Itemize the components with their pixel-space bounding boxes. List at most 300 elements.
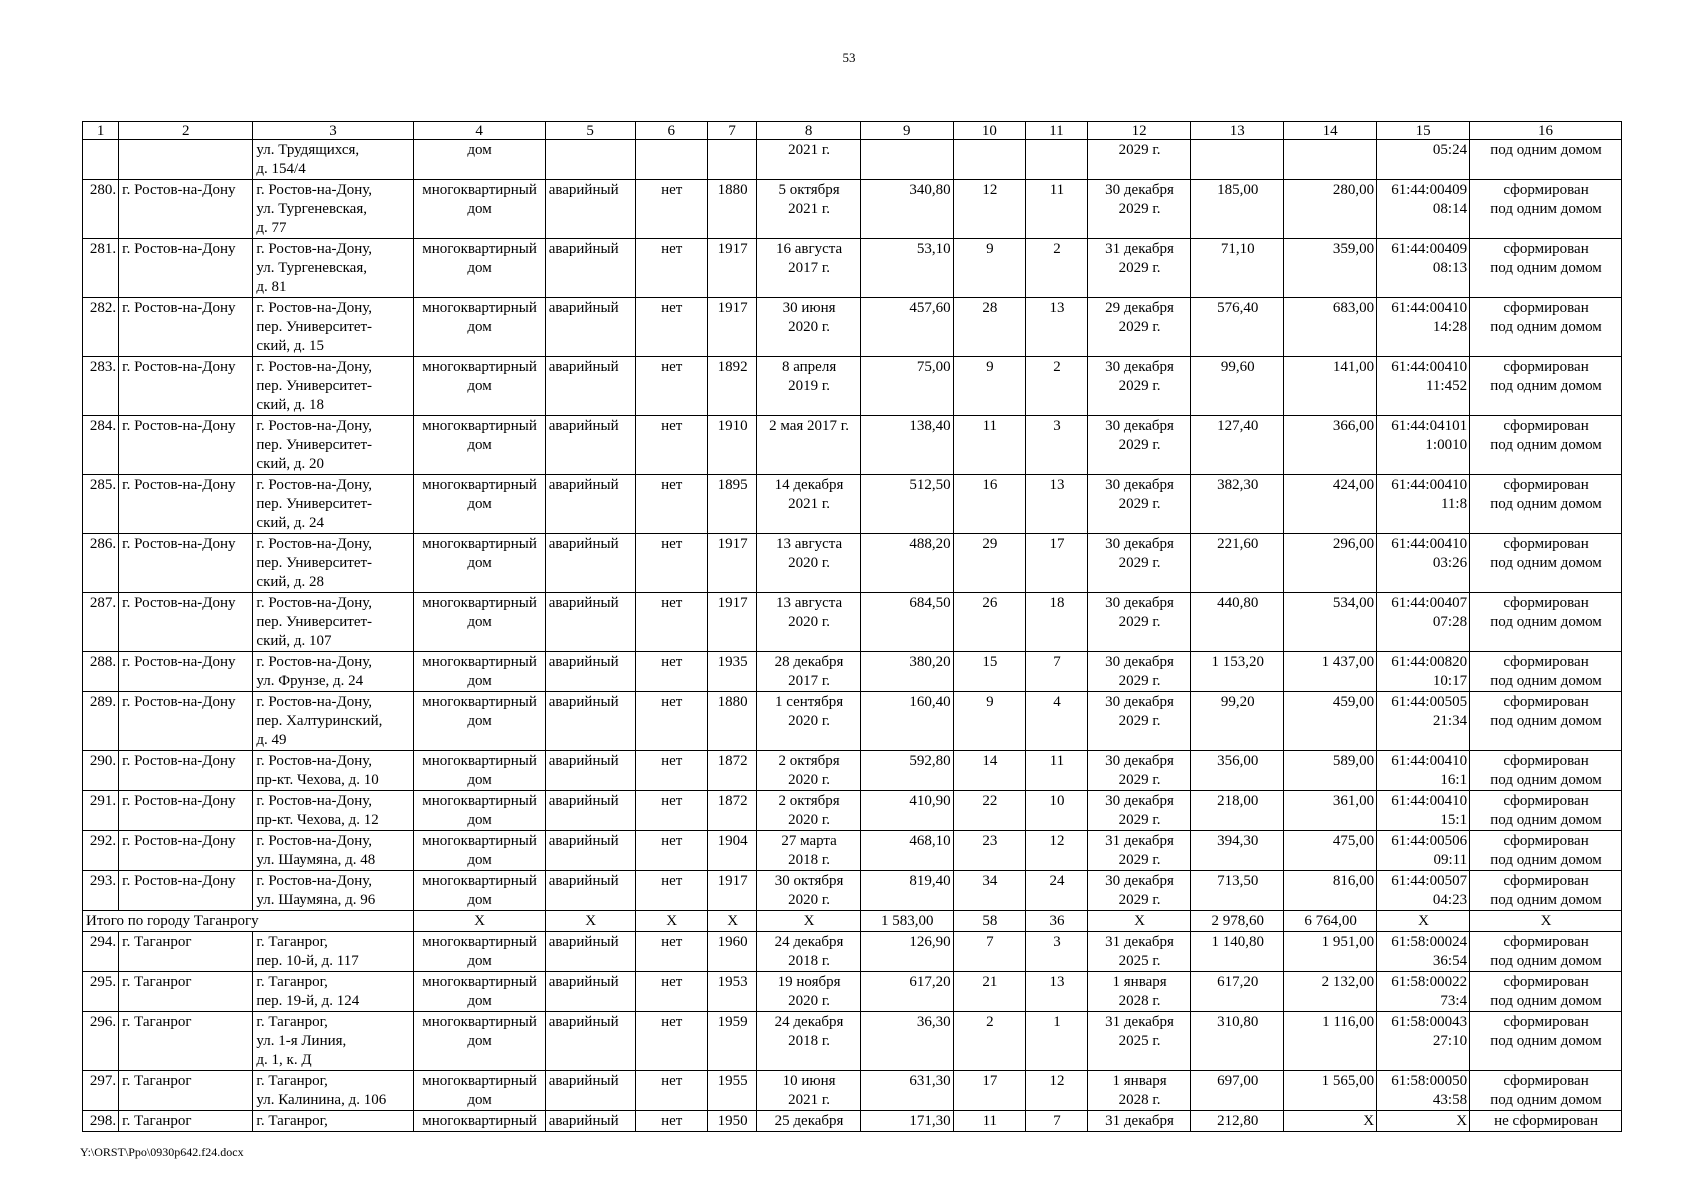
deadline-cell: 31 декабря 2025 г. — [1087, 1012, 1190, 1071]
col6-cell: нет — [635, 831, 707, 871]
col14-cell: 424,00 — [1284, 475, 1377, 534]
settlement-cell: г. Ростов-на-Дону — [119, 239, 253, 298]
date-cell: 2021 г. — [757, 140, 860, 180]
settlement-cell: г. Таганрог — [119, 1111, 253, 1132]
date-cell: 10 июня 2021 г. — [757, 1071, 860, 1111]
date-cell: 25 декабря — [757, 1111, 860, 1132]
formation-status-cell: сформирован под одним домом — [1470, 357, 1622, 416]
column-number-header: 12 — [1087, 122, 1190, 140]
column-number-header: 16 — [1470, 122, 1622, 140]
cadastral-number-cell: 61:44:00410 11:452 — [1377, 357, 1470, 416]
col6-cell: нет — [635, 475, 707, 534]
year-cell: 1880 — [707, 180, 757, 239]
date-cell: 13 августа 2020 г. — [757, 534, 860, 593]
date-cell: 24 декабря 2018 г. — [757, 1012, 860, 1071]
table-row — [83, 932, 1622, 972]
col13-cell: 99,20 — [1191, 692, 1284, 751]
column-number-header: 2 — [119, 122, 253, 140]
table-row — [83, 972, 1622, 1012]
col11-cell: 4 — [1025, 692, 1087, 751]
address-cell: г. Таганрог, — [253, 1111, 413, 1132]
col6-cell: нет — [635, 972, 707, 1012]
col13-cell: 356,00 — [1191, 751, 1284, 791]
status-cell: аварийный — [545, 180, 635, 239]
col10-cell: 11 — [953, 416, 1025, 475]
col11-cell: 18 — [1025, 593, 1087, 652]
status-cell: аварийный — [545, 475, 635, 534]
col10-cell: 9 — [953, 692, 1025, 751]
table-row — [83, 1071, 1622, 1111]
column-number-header: 6 — [635, 122, 707, 140]
status-cell: аварийный — [545, 416, 635, 475]
table-row — [83, 475, 1622, 534]
area-cell: 36,30 — [860, 1012, 953, 1071]
building-type-cell: многоквартирный дом — [413, 692, 545, 751]
col10-cell: 9 — [953, 239, 1025, 298]
date-cell: 14 декабря 2021 г. — [757, 475, 860, 534]
status-cell: аварийный — [545, 298, 635, 357]
year-cell: 1872 — [707, 751, 757, 791]
column-number-header: 1 — [83, 122, 119, 140]
deadline-cell: 29 декабря 2029 г. — [1087, 298, 1190, 357]
deadline-cell: 31 декабря — [1087, 1111, 1190, 1132]
col10-cell: 12 — [953, 180, 1025, 239]
col11-cell: 13 — [1025, 972, 1087, 1012]
address-cell: г. Таганрог, пер. 19-й, д. 124 — [253, 972, 413, 1012]
settlement-cell: г. Таганрог — [119, 932, 253, 972]
address-cell: г. Ростов-на-Дону, пр-кт. Чехова, д. 12 — [253, 791, 413, 831]
total-value-cell: 36 — [1025, 911, 1087, 932]
col14-cell: 2 132,00 — [1284, 972, 1377, 1012]
cadastral-number-cell: 61:58:00022 73:4 — [1377, 972, 1470, 1012]
address-cell: г. Ростов-на-Дону, ул. Тургеневская, д. 81 — [253, 239, 413, 298]
building-type-cell: дом — [413, 140, 545, 180]
settlement-cell: г. Таганрог — [119, 1071, 253, 1111]
col11-cell: 12 — [1025, 1071, 1087, 1111]
status-cell: аварийный — [545, 932, 635, 972]
address-cell: г. Ростов-на-Дону, пер. Университет- ский, д. 15 — [253, 298, 413, 357]
total-label: Итого по городу Таганрогу — [83, 911, 414, 932]
column-number-header: 9 — [860, 122, 953, 140]
col10-cell: 28 — [953, 298, 1025, 357]
col13-cell: 71,10 — [1191, 239, 1284, 298]
cadastral-number-cell: 61:44:00506 09:11 — [1377, 831, 1470, 871]
total-value-cell: X — [545, 911, 635, 932]
settlement-cell: г. Ростов-на-Дону — [119, 534, 253, 593]
building-type-cell: многоквартирный дом — [413, 416, 545, 475]
building-type-cell: многоквартирный дом — [413, 475, 545, 534]
area-cell: 592,80 — [860, 751, 953, 791]
row-number-cell: 281. — [83, 239, 119, 298]
status-cell: аварийный — [545, 1111, 635, 1132]
settlement-cell: г. Ростов-на-Дону — [119, 416, 253, 475]
col11-cell: 13 — [1025, 298, 1087, 357]
row-number-cell: 295. — [83, 972, 119, 1012]
deadline-cell: 31 декабря 2025 г. — [1087, 932, 1190, 972]
col6-cell: нет — [635, 534, 707, 593]
col6-cell: нет — [635, 416, 707, 475]
row-number-cell: 280. — [83, 180, 119, 239]
formation-status-cell: сформирован под одним домом — [1470, 871, 1622, 911]
col14-cell: 816,00 — [1284, 871, 1377, 911]
col6-cell: нет — [635, 298, 707, 357]
year-cell: 1959 — [707, 1012, 757, 1071]
building-type-cell: многоквартирный дом — [413, 357, 545, 416]
settlement-cell: г. Ростов-на-Дону — [119, 180, 253, 239]
cadastral-number-cell: 61:44:00409 08:13 — [1377, 239, 1470, 298]
year-cell: 1917 — [707, 871, 757, 911]
settlement-cell: г. Ростов-на-Дону — [119, 751, 253, 791]
col14-cell: 1 116,00 — [1284, 1012, 1377, 1071]
date-cell: 30 июня 2020 г. — [757, 298, 860, 357]
total-value-cell: 1 583,00 — [860, 911, 953, 932]
row-number-cell: 297. — [83, 1071, 119, 1111]
col14-cell: 1 565,00 — [1284, 1071, 1377, 1111]
settlement-cell: г. Ростов-на-Дону — [119, 475, 253, 534]
building-type-cell: многоквартирный дом — [413, 871, 545, 911]
col10-cell: 22 — [953, 791, 1025, 831]
table-row — [83, 593, 1622, 652]
col6-cell: нет — [635, 692, 707, 751]
building-type-cell: многоквартирный — [413, 1111, 545, 1132]
col6-cell: нет — [635, 1071, 707, 1111]
table-row — [83, 791, 1622, 831]
column-number-header: 10 — [953, 122, 1025, 140]
total-value-cell: X — [413, 911, 545, 932]
cadastral-number-cell: 61:44:00507 04:23 — [1377, 871, 1470, 911]
area-cell — [860, 140, 953, 180]
col13-cell: 617,20 — [1191, 972, 1284, 1012]
column-number-row — [83, 122, 1622, 140]
cadastral-number-cell: 61:58:00024 36:54 — [1377, 932, 1470, 972]
cadastral-number-cell: 61:44:00410 11:8 — [1377, 475, 1470, 534]
date-cell: 2 мая 2017 г. — [757, 416, 860, 475]
date-cell: 24 декабря 2018 г. — [757, 932, 860, 972]
deadline-cell: 30 декабря 2029 г. — [1087, 652, 1190, 692]
deadline-cell: 31 декабря 2029 г. — [1087, 831, 1190, 871]
year-cell — [707, 140, 757, 180]
col14-cell — [1284, 140, 1377, 180]
date-cell: 27 марта 2018 г. — [757, 831, 860, 871]
area-cell: 617,20 — [860, 972, 953, 1012]
building-type-cell: многоквартирный дом — [413, 932, 545, 972]
deadline-cell: 31 декабря 2029 г. — [1087, 239, 1190, 298]
area-cell: 512,50 — [860, 475, 953, 534]
page-number: 53 — [842, 50, 856, 65]
row-number-cell: 287. — [83, 593, 119, 652]
formation-status-cell: сформирован под одним домом — [1470, 972, 1622, 1012]
col10-cell: 21 — [953, 972, 1025, 1012]
status-cell: аварийный — [545, 1012, 635, 1071]
column-number-header: 11 — [1025, 122, 1087, 140]
formation-status-cell: сформирован под одним домом — [1470, 831, 1622, 871]
area-cell: 684,50 — [860, 593, 953, 652]
cadastral-number-cell: 61:44:00409 08:14 — [1377, 180, 1470, 239]
cadastral-number-cell: 61:44:00505 21:34 — [1377, 692, 1470, 751]
building-type-cell: многоквартирный дом — [413, 239, 545, 298]
cadastral-number-cell: 61:58:00043 27:10 — [1377, 1012, 1470, 1071]
date-cell: 13 августа 2020 г. — [757, 593, 860, 652]
column-number-header: 4 — [413, 122, 545, 140]
col11-cell — [1025, 140, 1087, 180]
table-row — [83, 534, 1622, 593]
year-cell: 1953 — [707, 972, 757, 1012]
deadline-cell: 30 декабря 2029 г. — [1087, 791, 1190, 831]
settlement-cell: г. Ростов-на-Дону — [119, 357, 253, 416]
settlement-cell: г. Ростов-на-Дону — [119, 791, 253, 831]
col6-cell — [635, 140, 707, 180]
deadline-cell: 30 декабря 2029 г. — [1087, 534, 1190, 593]
table-row — [83, 239, 1622, 298]
address-cell: ул. Трудящихся, д. 154/4 — [253, 140, 413, 180]
col13-cell: 127,40 — [1191, 416, 1284, 475]
col6-cell: нет — [635, 652, 707, 692]
col11-cell: 2 — [1025, 239, 1087, 298]
year-cell: 1895 — [707, 475, 757, 534]
column-number-header: 7 — [707, 122, 757, 140]
area-cell: 75,00 — [860, 357, 953, 416]
status-cell: аварийный — [545, 871, 635, 911]
year-cell: 1917 — [707, 239, 757, 298]
formation-status-cell: сформирован под одним домом — [1470, 791, 1622, 831]
total-value-cell: 2 978,60 — [1191, 911, 1284, 932]
area-cell: 53,10 — [860, 239, 953, 298]
housing-register-table — [82, 121, 1622, 1132]
col6-cell: нет — [635, 357, 707, 416]
cadastral-number-cell: 05:24 — [1377, 140, 1470, 180]
deadline-cell: 30 декабря 2029 г. — [1087, 593, 1190, 652]
col6-cell: нет — [635, 871, 707, 911]
col13-cell: 697,00 — [1191, 1071, 1284, 1111]
year-cell: 1917 — [707, 534, 757, 593]
table-row — [83, 1111, 1622, 1132]
status-cell: аварийный — [545, 239, 635, 298]
row-number-cell: 293. — [83, 871, 119, 911]
address-cell: г. Ростов-на-Дону, ул. Тургеневская, д. 77 — [253, 180, 413, 239]
column-number-header: 15 — [1377, 122, 1470, 140]
deadline-cell: 30 декабря 2029 г. — [1087, 692, 1190, 751]
table-row — [83, 652, 1622, 692]
address-cell: г. Таганрог, пер. 10-й, д. 117 — [253, 932, 413, 972]
address-cell: г. Ростов-на-Дону, пер. Университет- ский, д. 24 — [253, 475, 413, 534]
row-number-cell: 282. — [83, 298, 119, 357]
area-cell: 340,80 — [860, 180, 953, 239]
year-cell: 1892 — [707, 357, 757, 416]
year-cell: 1917 — [707, 298, 757, 357]
date-cell: 19 ноября 2020 г. — [757, 972, 860, 1012]
col10-cell: 34 — [953, 871, 1025, 911]
col13-cell: 310,80 — [1191, 1012, 1284, 1071]
col13-cell: 1 153,20 — [1191, 652, 1284, 692]
formation-status-cell: сформирован под одним домом — [1470, 239, 1622, 298]
formation-status-cell: сформирован под одним домом — [1470, 1071, 1622, 1111]
status-cell: аварийный — [545, 534, 635, 593]
address-cell: г. Ростов-на-Дону, пер. Халтуринский, д. 49 — [253, 692, 413, 751]
total-value-cell: X — [757, 911, 860, 932]
building-type-cell: многоквартирный дом — [413, 1071, 545, 1111]
col13-cell: 221,60 — [1191, 534, 1284, 593]
building-type-cell: многоквартирный дом — [413, 180, 545, 239]
total-value-cell: X — [1087, 911, 1190, 932]
address-cell: г. Ростов-на-Дону, пер. Университет- ский, д. 18 — [253, 357, 413, 416]
col10-cell: 15 — [953, 652, 1025, 692]
table-row — [83, 140, 1622, 180]
year-cell: 1910 — [707, 416, 757, 475]
col10-cell: 7 — [953, 932, 1025, 972]
table-row — [83, 692, 1622, 751]
status-cell: аварийный — [545, 652, 635, 692]
settlement-cell: г. Ростов-на-Дону — [119, 831, 253, 871]
status-cell: аварийный — [545, 692, 635, 751]
table-row — [83, 831, 1622, 871]
building-type-cell: многоквартирный дом — [413, 1012, 545, 1071]
col14-cell: 141,00 — [1284, 357, 1377, 416]
date-cell: 1 сентября 2020 г. — [757, 692, 860, 751]
col11-cell: 2 — [1025, 357, 1087, 416]
cadastral-number-cell: X — [1377, 1111, 1470, 1132]
deadline-cell: 30 декабря 2029 г. — [1087, 871, 1190, 911]
col11-cell: 24 — [1025, 871, 1087, 911]
settlement-cell: г. Ростов-на-Дону — [119, 298, 253, 357]
col13-cell: 440,80 — [1191, 593, 1284, 652]
cadastral-number-cell: 61:44:00410 03:26 — [1377, 534, 1470, 593]
area-cell: 819,40 — [860, 871, 953, 911]
formation-status-cell: сформирован под одним домом — [1470, 475, 1622, 534]
table-row — [83, 180, 1622, 239]
row-number-cell: 290. — [83, 751, 119, 791]
cadastral-number-cell: 61:44:00410 16:1 — [1377, 751, 1470, 791]
building-type-cell: многоквартирный дом — [413, 791, 545, 831]
area-cell: 488,20 — [860, 534, 953, 593]
status-cell — [545, 140, 635, 180]
col14-cell: 683,00 — [1284, 298, 1377, 357]
row-number-cell: 298. — [83, 1111, 119, 1132]
row-number-cell: 289. — [83, 692, 119, 751]
status-cell: аварийный — [545, 357, 635, 416]
date-cell: 8 апреля 2019 г. — [757, 357, 860, 416]
table-row — [83, 751, 1622, 791]
col14-cell: 534,00 — [1284, 593, 1377, 652]
status-cell: аварийный — [545, 831, 635, 871]
deadline-cell: 1 января 2028 г. — [1087, 1071, 1190, 1111]
area-cell: 138,40 — [860, 416, 953, 475]
address-cell: г. Ростов-на-Дону, ул. Шаумяна, д. 48 — [253, 831, 413, 871]
total-value-cell: X — [1377, 911, 1470, 932]
cadastral-number-cell: 61:44:00410 15:1 — [1377, 791, 1470, 831]
deadline-cell: 30 декабря 2029 г. — [1087, 475, 1190, 534]
date-cell: 2 октября 2020 г. — [757, 791, 860, 831]
col13-cell: 99,60 — [1191, 357, 1284, 416]
col10-cell: 11 — [953, 1111, 1025, 1132]
col6-cell: нет — [635, 180, 707, 239]
col13-cell: 218,00 — [1191, 791, 1284, 831]
table-row — [83, 871, 1622, 911]
cadastral-number-cell: 61:58:00050 43:58 — [1377, 1071, 1470, 1111]
row-number-cell: 286. — [83, 534, 119, 593]
col6-cell: нет — [635, 1012, 707, 1071]
area-cell: 380,20 — [860, 652, 953, 692]
year-cell: 1960 — [707, 932, 757, 972]
col13-cell: 185,00 — [1191, 180, 1284, 239]
row-number-cell: 296. — [83, 1012, 119, 1071]
col11-cell: 7 — [1025, 1111, 1087, 1132]
col14-cell: 296,00 — [1284, 534, 1377, 593]
area-cell: 160,40 — [860, 692, 953, 751]
date-cell: 28 декабря 2017 г. — [757, 652, 860, 692]
col11-cell: 12 — [1025, 831, 1087, 871]
total-row — [83, 911, 1622, 932]
col13-cell: 576,40 — [1191, 298, 1284, 357]
col13-cell: 1 140,80 — [1191, 932, 1284, 972]
settlement-cell: г. Таганрог — [119, 972, 253, 1012]
col10-cell: 17 — [953, 1071, 1025, 1111]
col11-cell: 1 — [1025, 1012, 1087, 1071]
deadline-cell: 30 декабря 2029 г. — [1087, 416, 1190, 475]
area-cell: 631,30 — [860, 1071, 953, 1111]
formation-status-cell: сформирован под одним домом — [1470, 416, 1622, 475]
total-value-cell: 58 — [953, 911, 1025, 932]
address-cell: г. Ростов-на-Дону, пер. Университет- ский, д. 28 — [253, 534, 413, 593]
col10-cell: 14 — [953, 751, 1025, 791]
building-type-cell: многоквартирный дом — [413, 652, 545, 692]
cadastral-number-cell: 61:44:00820 10:17 — [1377, 652, 1470, 692]
cadastral-number-cell: 61:44:00410 14:28 — [1377, 298, 1470, 357]
col11-cell: 13 — [1025, 475, 1087, 534]
col13-cell: 212,80 — [1191, 1111, 1284, 1132]
row-number-cell: 283. — [83, 357, 119, 416]
cadastral-number-cell: 61:44:04101 1:0010 — [1377, 416, 1470, 475]
col14-cell: 280,00 — [1284, 180, 1377, 239]
col11-cell: 3 — [1025, 416, 1087, 475]
deadline-cell: 30 декабря 2029 г. — [1087, 751, 1190, 791]
col14-cell: 459,00 — [1284, 692, 1377, 751]
settlement-cell: г. Таганрог — [119, 1012, 253, 1071]
col10-cell: 2 — [953, 1012, 1025, 1071]
col13-cell: 713,50 — [1191, 871, 1284, 911]
deadline-cell: 1 января 2028 г. — [1087, 972, 1190, 1012]
col10-cell: 9 — [953, 357, 1025, 416]
total-value-cell: X — [707, 911, 757, 932]
column-number-header: 3 — [253, 122, 413, 140]
file-path-footer: Y:\ORST\Ppo\0930p642.f24.docx — [80, 1145, 244, 1159]
area-cell: 126,90 — [860, 932, 953, 972]
year-cell: 1955 — [707, 1071, 757, 1111]
table-row — [83, 298, 1622, 357]
column-number-header: 5 — [545, 122, 635, 140]
address-cell: г. Таганрог, ул. Калинина, д. 106 — [253, 1071, 413, 1111]
col11-cell: 11 — [1025, 751, 1087, 791]
formation-status-cell: сформирован под одним домом — [1470, 534, 1622, 593]
year-cell: 1872 — [707, 791, 757, 831]
year-cell: 1917 — [707, 593, 757, 652]
column-number-header: 13 — [1191, 122, 1284, 140]
formation-status-cell: сформирован под одним домом — [1470, 1012, 1622, 1071]
building-type-cell: многоквартирный дом — [413, 751, 545, 791]
formation-status-cell: сформирован под одним домом — [1470, 751, 1622, 791]
col11-cell: 10 — [1025, 791, 1087, 831]
total-value-cell: 6 764,00 — [1284, 911, 1377, 932]
col13-cell — [1191, 140, 1284, 180]
area-cell: 171,30 — [860, 1111, 953, 1132]
formation-status-cell: сформирован под одним домом — [1470, 593, 1622, 652]
formation-status-cell: сформирован под одним домом — [1470, 692, 1622, 751]
status-cell: аварийный — [545, 972, 635, 1012]
col13-cell: 394,30 — [1191, 831, 1284, 871]
col6-cell: нет — [635, 1111, 707, 1132]
col6-cell: нет — [635, 932, 707, 972]
col14-cell: 1 951,00 — [1284, 932, 1377, 972]
year-cell: 1950 — [707, 1111, 757, 1132]
